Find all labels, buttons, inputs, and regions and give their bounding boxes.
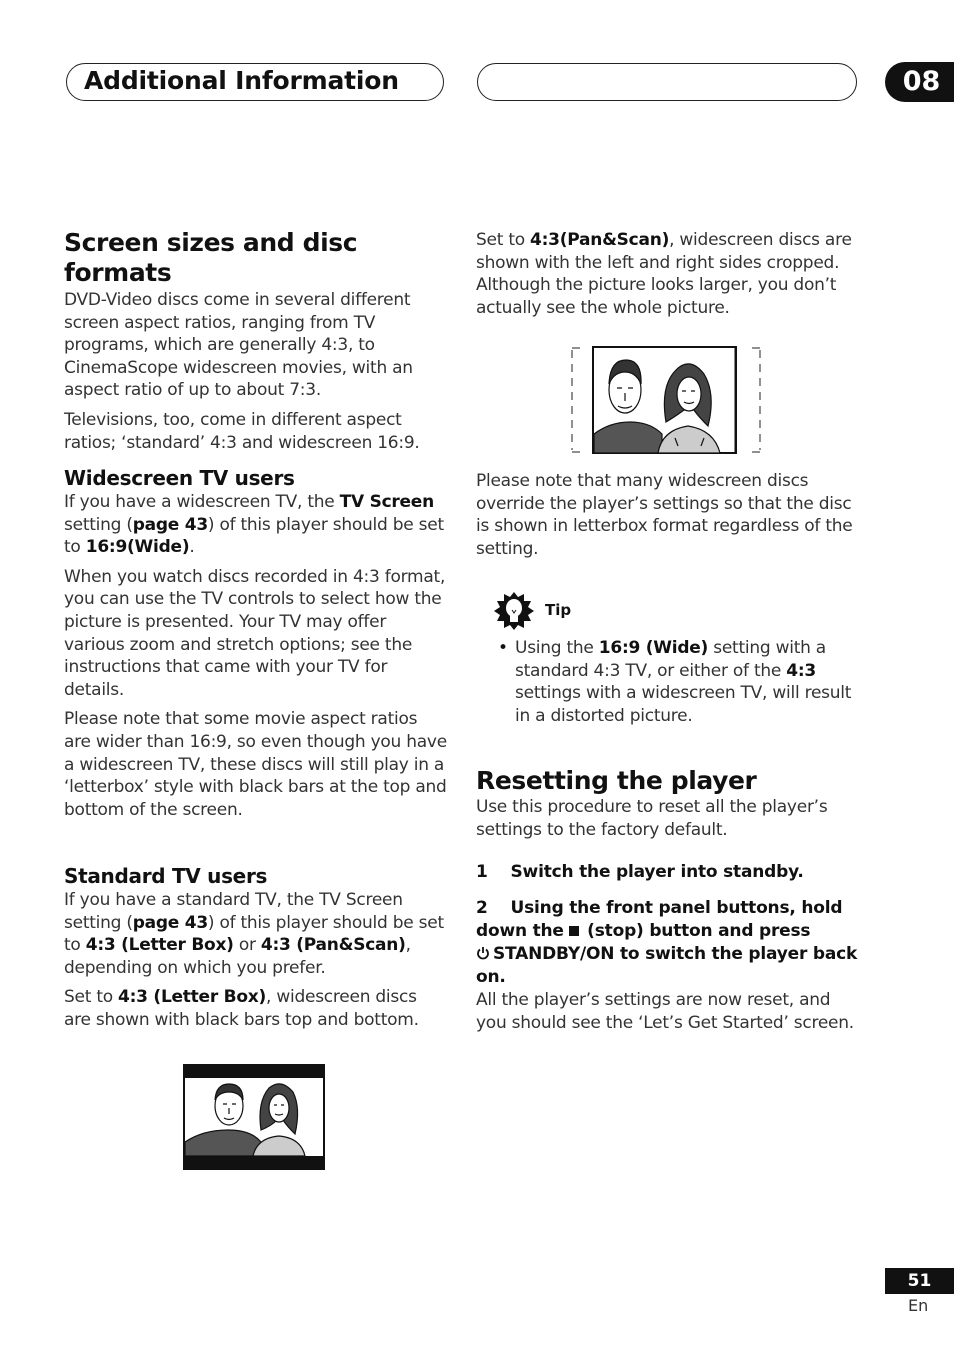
stop-icon bbox=[569, 926, 579, 936]
screen-sizes-section bbox=[64, 228, 448, 454]
standard-heading: Standard TV users bbox=[64, 864, 268, 888]
header-blank-frame bbox=[477, 63, 857, 101]
widescreen-section bbox=[64, 465, 448, 821]
panscan-section bbox=[476, 229, 862, 319]
intro-paragraph-1: DVD-Video discs come in several different screen aspect ratios, ranging from TV programs, which are generally 4:3, to CinemaScope widescreen movies, with an aspect ratio of up to about 7:3. bbox=[64, 290, 413, 401]
language-code: En bbox=[908, 1296, 929, 1315]
step-1: 1 Switch the player into standby. bbox=[476, 862, 804, 883]
tip-item: • Using the 16:9 (Wide) setting with a standard 4:3 TV, or either of the 4:3 settings with a widescreen TV, will result in a distorted picture. bbox=[476, 637, 862, 727]
resetting-heading: Resetting the player bbox=[476, 766, 757, 795]
widescreen-paragraph-1: If you have a widescreen TV, the TV Screen setting (page 43) of this player should be set to 16:9(Wide). bbox=[64, 492, 444, 558]
resetting-section bbox=[476, 766, 862, 1034]
override-note-section bbox=[476, 470, 862, 560]
section-title: Additional Information bbox=[84, 66, 399, 95]
step-result: All the player’s settings are now reset, and you should see the ‘Let’s Get Started’ screen. bbox=[476, 990, 854, 1033]
letterbox-illustration bbox=[183, 1064, 325, 1170]
panscan-illustration bbox=[570, 346, 762, 454]
tip-list bbox=[476, 637, 862, 727]
tip-label: Tip bbox=[545, 601, 572, 619]
standard-paragraph-1: If you have a standard TV, the TV Screen setting (page 43) of this player should be set to 4:3 (Letter Box) or 4:3 (Pan&Scan), depending on which you prefer. bbox=[64, 890, 444, 978]
intro-paragraph-2: Televisions, too, come in different aspect ratios; ‘standard’ 4:3 and widescreen 16:9. bbox=[64, 409, 420, 453]
override-note: Please note that many widescreen discs override the player’s settings so that the disc is shown in letterbox format regardless of the setting. bbox=[476, 471, 853, 559]
resetting-intro: Use this procedure to reset all the player’s settings to the factory default. bbox=[476, 797, 828, 840]
chapter-tab: 08 bbox=[885, 62, 954, 102]
power-icon bbox=[476, 946, 490, 960]
panscan-paragraph: Set to 4:3(Pan&Scan), widescreen discs are shown with the left and right sides cropped. Although the picture looks larger, you don’t actually see the whole picture. bbox=[476, 230, 852, 318]
step-2: 2 Using the front panel buttons, hold down the (stop) button and press STANDBY/ON to switch the player back on. bbox=[476, 898, 858, 988]
page-number: 51 bbox=[885, 1268, 954, 1294]
standard-section bbox=[64, 863, 448, 1032]
tip-section bbox=[476, 637, 862, 727]
widescreen-paragraph-2: When you watch discs recorded in 4:3 format, you can use the TV controls to select how the picture is presented. Your TV may offer various zoom and stretch options; see the instructions that came with your TV for details. bbox=[64, 566, 446, 700]
widescreen-paragraph-3: Please note that some movie aspect ratios are wider than 16:9, so even though you have a widescreen TV, these discs will still play in a ‘letterbox’ style with black bars at the top and bottom of the screen. bbox=[64, 709, 447, 820]
tip-lightbulb-icon bbox=[494, 592, 534, 630]
widescreen-heading: Widescreen TV users bbox=[64, 466, 295, 490]
standard-paragraph-2: Set to 4:3 (Letter Box), widescreen discs are shown with black bars top and bottom. bbox=[64, 987, 419, 1030]
page-heading: Screen sizes and disc formats bbox=[64, 228, 358, 287]
